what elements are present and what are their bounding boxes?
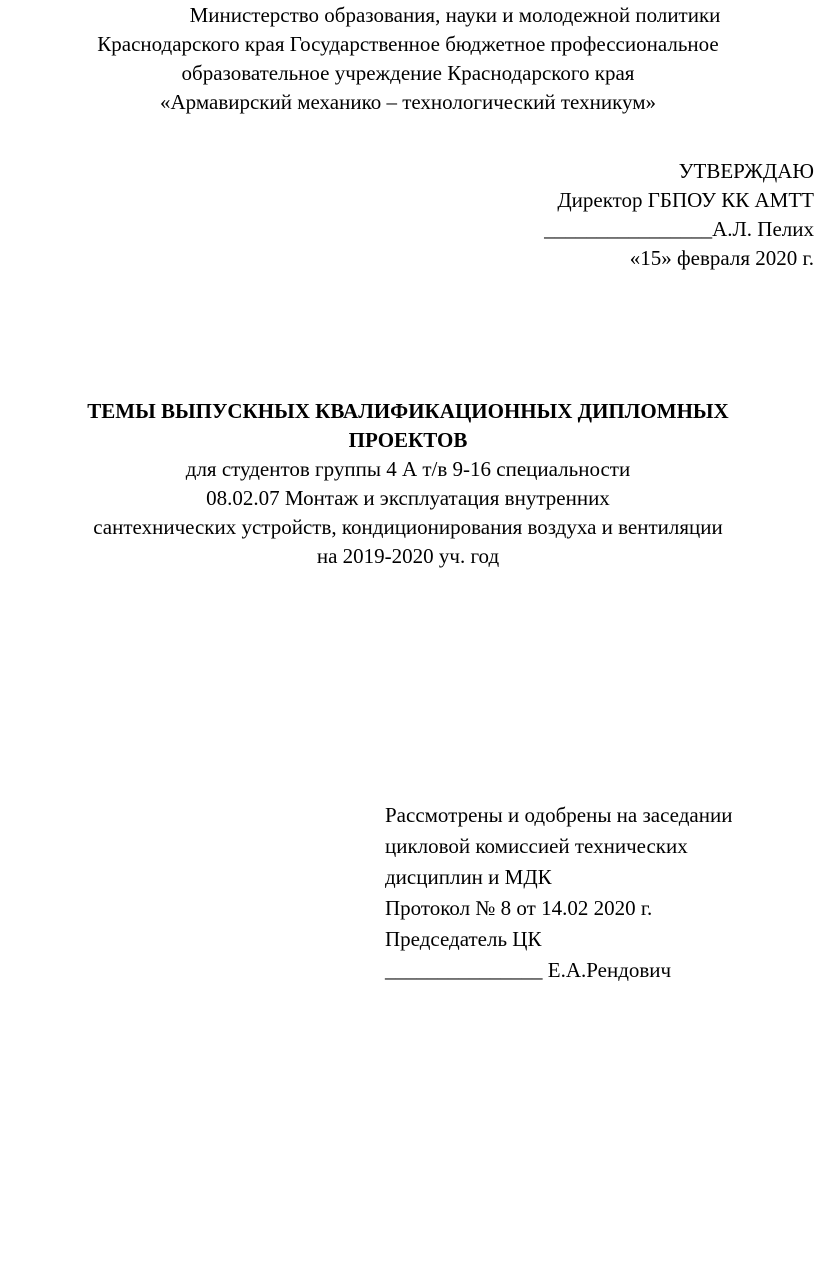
organization-header [0,1,816,117]
review-signature-line: _______________ Е.А.Рендович [385,958,672,982]
review-line-2: цикловой комиссией технических [385,834,688,858]
review-protocol: Протокол № 8 от 14.02 2020 г. [385,896,653,920]
review-line-3: дисциплин и МДК [385,865,552,889]
header-line-region: Краснодарского края Государственное бюджетное профессиональное [97,32,719,56]
header-line-school-name: «Армавирский механико – технологический техникум» [160,90,656,114]
document-title-block [0,397,816,571]
document-title-line-1: ТЕМЫ ВЫПУСКНЫХ КВАЛИФИКАЦИОННЫХ ДИПЛОМНЫХ [87,399,729,423]
review-chairman: Председатель ЦК [385,927,542,951]
approval-date: «15» февраля 2020 г. [629,246,814,270]
header-line-ministry: Министерство образования, науки и молодежной политики [189,3,721,27]
review-block [385,800,732,986]
document-subtitle-year: на 2019-2020 уч. год [316,544,500,568]
approval-position: Директор ГБПОУ КК АМТТ [557,188,814,212]
document-subtitle-specialty: 08.02.07 Монтаж и эксплуатация внутренних [206,486,610,510]
approval-block [544,157,814,273]
review-line-1: Рассмотрены и одобрены на заседании [385,803,733,827]
approval-heading: УТВЕРЖДАЮ [678,159,814,183]
approval-signature-line: ________________А.Л. Пелих [544,217,814,241]
document-subtitle-group: для студентов группы 4 А т/в 9-16 специальности [185,457,631,481]
document-title-line-2: ПРОЕКТОВ [348,428,468,452]
header-line-institution: образовательное учреждение Краснодарского края [181,61,635,85]
document-subtitle-specialty-cont: сантехнических устройств, кондиционирования воздуха и вентиляции [93,515,723,539]
